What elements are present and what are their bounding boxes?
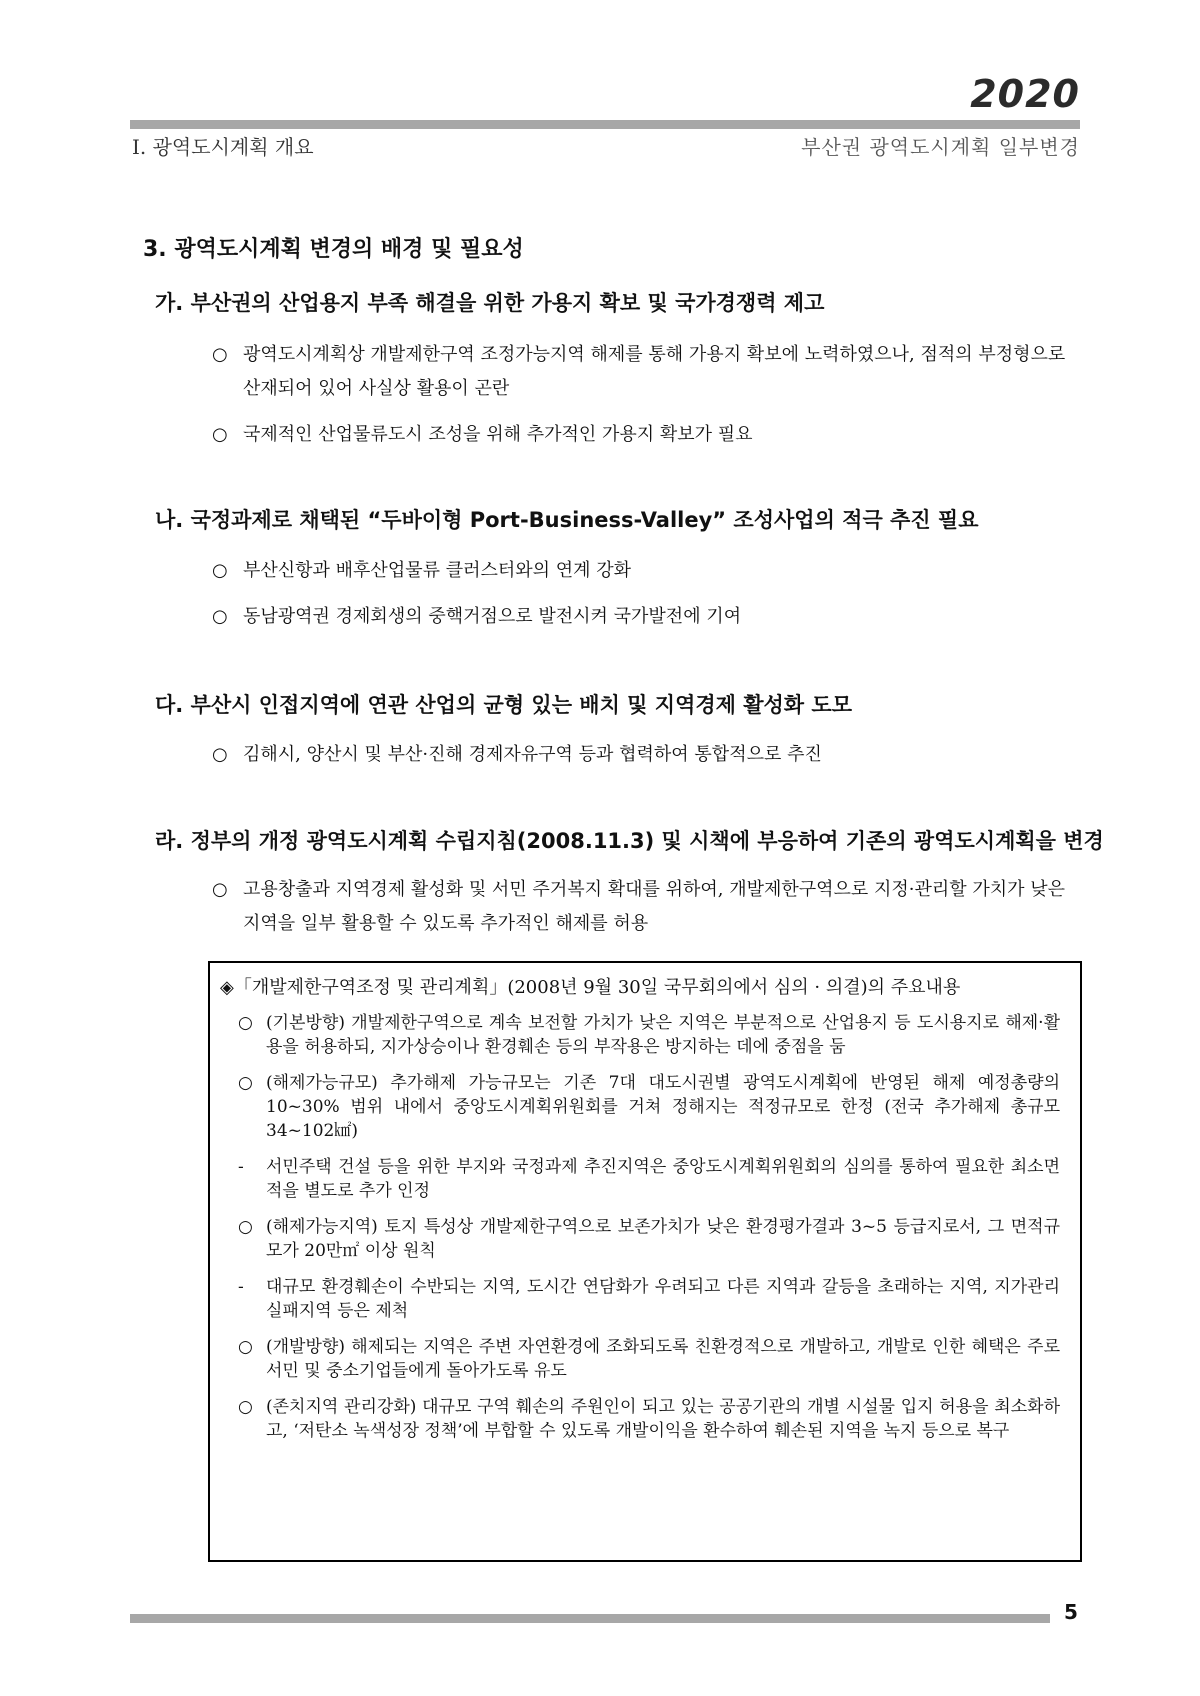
list-item-text: (해제가능지역) 토지 특성상 개발제한구역으로 보존가치가 낮은 환경평가결과 3~5 등급지로서, 그 면적규모가 20만㎡ 이상 원칙	[266, 1217, 1060, 1261]
circle-bullet-icon: ○	[212, 424, 228, 445]
list-item	[238, 1335, 1060, 1383]
subsection-heading: 가. 부산권의 산업용지 부족 해결을 위한 가용지 확보 및 국가경쟁력 제고	[155, 291, 825, 315]
subsection-heading: 나. 국정과제로 채택된 “두바이형 Port-Business-Valley” 조성사업의 적극 추진 필요	[155, 508, 979, 532]
list-item-text: (기본방향) 개발제한구역으로 계속 보전할 가치가 낮은 지역은 부분적으로 산업용지 등 도시용지로 해제·활용을 허용하되, 지가상승이나 환경훼손 등의 부작용은 방지하는 데에 중점을 둠	[266, 1013, 1060, 1057]
list-item	[208, 418, 1088, 452]
circle-bullet-icon: ○	[212, 744, 228, 765]
list-item	[208, 338, 1088, 406]
footer-rule	[130, 1614, 1050, 1623]
page-number: 5	[1064, 1600, 1078, 1624]
circle-bullet-icon: ○	[238, 1337, 253, 1357]
list-item	[238, 1155, 1060, 1203]
summary-box	[208, 961, 1082, 1562]
list-item-text: (존치지역 관리강화) 대규모 구역 훼손의 주원인이 되고 있는 공공기관의 개별 시설물 입지 허용을 최소화하고, ‘저탄소 녹색성장 정책’에 부합할 수 있도록 개발이익을 환수하여 훼손된 지역을 녹지 등으로 복구	[266, 1397, 1060, 1441]
summary-box-title: ◈「개발제한구역조정 및 관리계획」(2008년 9월 30일 국무회의에서 심의 · 의결)의 주요내용	[220, 977, 961, 998]
circle-bullet-icon: ○	[212, 344, 228, 365]
list-item-text: 고용창출과 지역경제 활성화 및 서민 주거복지 확대를 위하여, 개발제한구역으로 지정·관리할 가치가 낮은 지역을 일부 활용할 수 있도록 추가적인 해제를 허용	[243, 879, 1066, 934]
dash-bullet-icon: -	[238, 1157, 244, 1177]
document-title: 부산권 광역도시계획 일부변경	[801, 135, 1080, 159]
list-item	[238, 1275, 1060, 1323]
circle-bullet-icon: ○	[212, 560, 228, 581]
list-item	[208, 554, 1088, 588]
subsection-heading: 다. 부산시 인접지역에 연관 산업의 균형 있는 배치 및 지역경제 활성화 도모	[155, 693, 852, 717]
list-item	[238, 1011, 1060, 1059]
document-year: 2020	[970, 72, 1080, 116]
list-item-text: 광역도시계획상 개발제한구역 조정가능지역 해제를 통해 가용지 확보에 노력하였으나, 점적의 부정형으로 산재되어 있어 사실상 활용이 곤란	[243, 344, 1066, 399]
section-title: 3. 광역도시계획 변경의 배경 및 필요성	[143, 237, 524, 262]
bullet-list	[208, 873, 1088, 953]
bullet-list	[208, 738, 1088, 784]
summary-list	[238, 1011, 1060, 1455]
list-item-text: 국제적인 산업물류도시 조성을 위해 추가적인 가용지 확보가 필요	[243, 424, 753, 445]
list-item	[208, 873, 1088, 941]
list-item-text: (해제가능규모) 추가해제 가능규모는 기존 7대 대도시권별 광역도시계획에 반영된 해제 예정총량의 10~30% 범위 내에서 중앙도시계획위원회를 거쳐 정해지는 적정규모로 한정 (전국 추가해제 총규모 34~102㎢)	[266, 1073, 1060, 1141]
circle-bullet-icon: ○	[238, 1013, 253, 1033]
circle-bullet-icon: ○	[212, 879, 228, 900]
header-rule	[130, 120, 1080, 129]
subsection-heading: 라. 정부의 개정 광역도시계획 수립지침(2008.11.3) 및 시책에 부응하여 기존의 광역도시계획을 변경	[155, 829, 1104, 853]
circle-bullet-icon: ○	[212, 606, 228, 627]
list-item-text: 서민주택 건설 등을 위한 부지와 국정과제 추진지역은 중앙도시계획위원회의 심의를 통하여 필요한 최소면적을 별도로 추가 인정	[266, 1157, 1060, 1201]
list-item	[238, 1071, 1060, 1143]
list-item-text: 동남광역권 경제회생의 중핵거점으로 발전시켜 국가발전에 기여	[243, 606, 742, 627]
list-item-text: 대규모 환경훼손이 수반되는 지역, 도시간 연담화가 우려되고 다른 지역과 갈등을 초래하는 지역, 지가관리 실패지역 등은 제척	[266, 1277, 1060, 1321]
list-item	[238, 1395, 1060, 1443]
chapter-title: Ⅰ. 광역도시계획 개요	[132, 135, 314, 159]
list-item	[208, 600, 1088, 634]
bullet-list	[208, 554, 1088, 646]
list-item-text: 김해시, 양산시 및 부산·진해 경제자유구역 등과 협력하여 통합적으로 추진	[243, 744, 822, 765]
circle-bullet-icon: ○	[238, 1073, 253, 1093]
list-item	[238, 1215, 1060, 1263]
list-item-text: 부산신항과 배후산업물류 클러스터와의 연계 강화	[243, 560, 632, 581]
bullet-list	[208, 338, 1088, 464]
list-item-text: (개발방향) 해제되는 지역은 주변 자연환경에 조화되도록 친환경적으로 개발하고, 개발로 인한 혜택은 주로 서민 및 중소기업들에게 돌아가도록 유도	[266, 1337, 1060, 1381]
circle-bullet-icon: ○	[238, 1217, 253, 1237]
circle-bullet-icon: ○	[238, 1397, 253, 1417]
list-item	[208, 738, 1088, 772]
dash-bullet-icon: -	[238, 1277, 244, 1297]
